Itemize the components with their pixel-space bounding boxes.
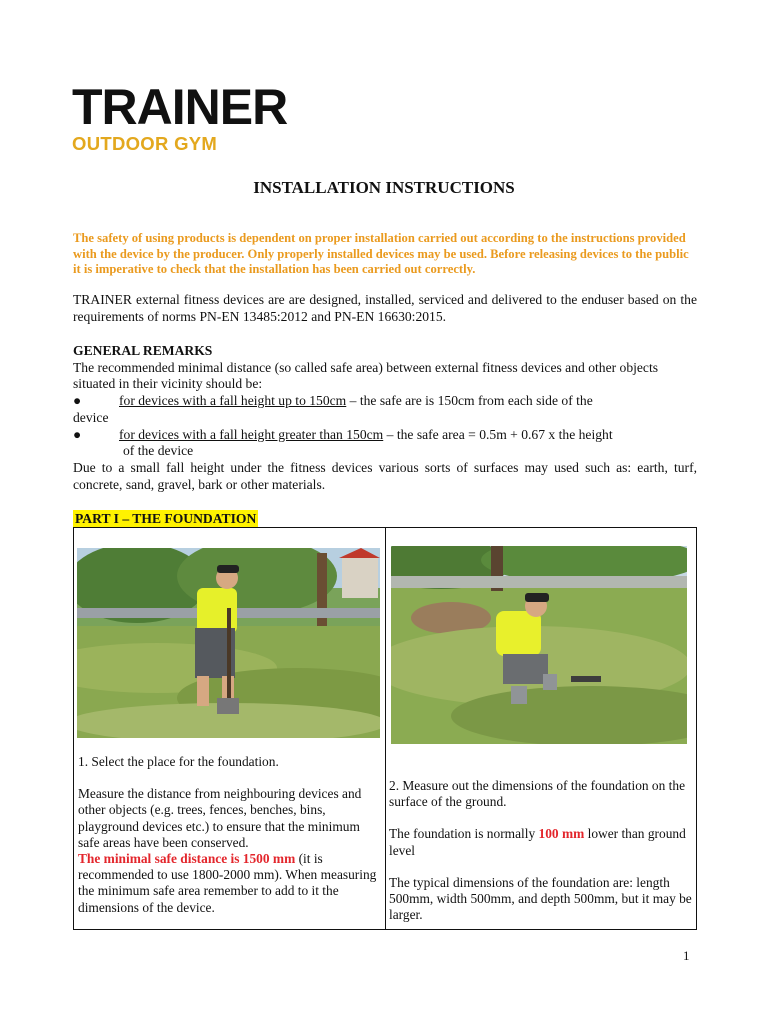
logo-tagline: OUTDOOR GYM — [72, 133, 218, 154]
brand-logo — [72, 79, 288, 155]
intro-paragraph: TRAINER external fitness devices are are designed, installed, serviced and delivered to the enduser based on the requirements of norms PN-EN 13485:2012 and PN-EN 16630:2015. — [73, 292, 697, 324]
safe-distance-note: (it is recommended to use 1800-2000 mm). When measuring the minimum safe area remember to add to it the dimensions of the device. — [78, 851, 377, 915]
depth-note-post: lower than ground level — [389, 826, 686, 858]
document-title: INSTALLATION INSTRUCTIONS — [253, 178, 515, 197]
bullet-rule: – the safe are is 150cm from each side of the — [346, 393, 593, 409]
surfaces-paragraph: Due to a small fall height under the fitness devices various sorts of surfaces may used such as: earth, turf, concrete, sand, gravel, bark or other materials. — [73, 459, 697, 492]
step-one-text — [78, 754, 378, 916]
page-number: 1 — [683, 948, 690, 963]
bullet-symbol: ● — [73, 426, 82, 442]
bullet-condition: for devices with a fall height greater than 150cm — [119, 426, 384, 442]
photo-measuring — [391, 546, 687, 744]
depth-value-highlight: 100 mm — [538, 826, 585, 842]
safety-warning: The safety of using products is dependent on proper installation carried out according to the instructions provided with the device by the producer. Only properly installed devices may be used. Before releasing devices to the public it is imperative to check that the installation has been carried out correctly. — [73, 231, 689, 277]
foundation-depth-note — [389, 826, 694, 858]
remarks-lead: The recommended minimal distance (so called safe area) between external fitness devices and other objects situated in their vicinity should be: — [73, 359, 659, 392]
table-column-divider — [385, 528, 386, 929]
bullet-item — [73, 393, 697, 410]
typical-dimensions: The typical dimensions of the foundation are: length 500mm, width 500mm, and depth 500mm, but it may be larger. — [389, 874, 692, 923]
safe-distance-highlight: The minimal safe distance is 1500 mm — [78, 851, 296, 867]
bullet-rule: – the safe area = 0.5m + 0.67 x the height — [383, 426, 613, 442]
depth-note-pre: The foundation is normally — [389, 826, 539, 842]
foundation-steps-table — [73, 527, 697, 930]
logo-wordmark: TRAINER — [72, 79, 288, 135]
step-one-title: 1. Select the place for the foundation. — [78, 754, 279, 769]
bullet-symbol: ● — [73, 393, 82, 409]
bullet-condition: for devices with a fall height up to 150cm — [119, 393, 347, 409]
part-one-heading: PART I – THE FOUNDATION — [75, 511, 257, 526]
step-one-measure: Measure the distance from neighbouring devices and other objects (e.g. trees, fences, benches, bins, playground devices etc.) to ensure that the minimum safe areas have been conserved. — [78, 786, 362, 850]
general-remarks-heading: GENERAL REMARKS — [73, 343, 213, 358]
bullet-continuation: of the device — [123, 443, 194, 459]
step-two-text — [389, 778, 694, 923]
bullet-continuation: device — [73, 409, 109, 425]
general-remarks-section — [73, 343, 697, 493]
step-two-title: 2. Measure out the dimensions of the foundation on the surface of the ground. — [389, 778, 686, 810]
bullet-item — [73, 427, 697, 444]
step-one-safe-distance — [78, 851, 378, 916]
photo-digging — [77, 548, 380, 738]
